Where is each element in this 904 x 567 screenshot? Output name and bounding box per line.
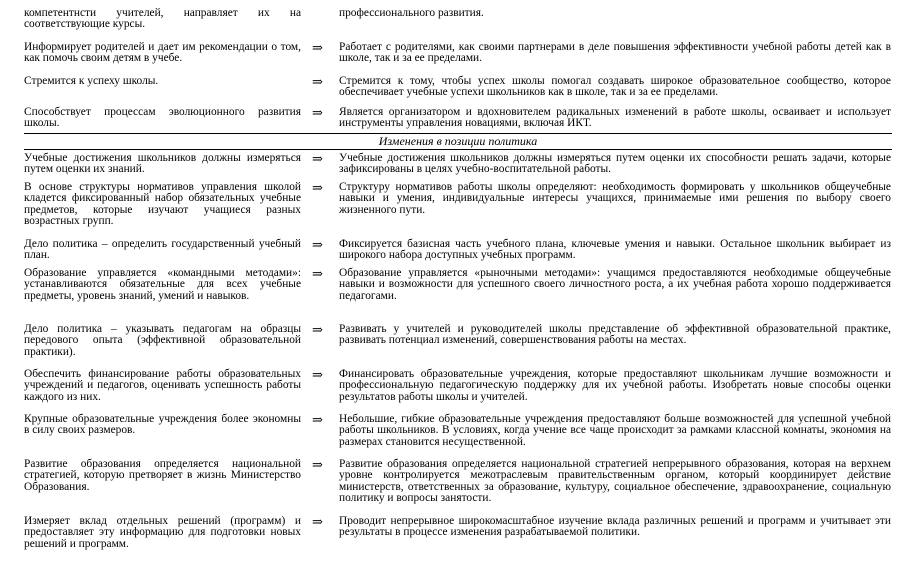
- section-title: Изменения в позиции политика: [378, 134, 538, 148]
- new-position-text: Проводит непрерывное широкомасштабное изучение вклада различных решений и программ и учитывает эти результаты в процессе изменения разрабатываемой политики.: [339, 515, 891, 539]
- new-position-text: Образование управляется «рыночными методами»: учащимся предоставляются необходимые общеучебные навыки и возможности для успешного своего личностного роста, а их учебная работа хорошо поддерживается педагогами.: [339, 267, 891, 302]
- right-arrow-icon: ⇒: [312, 74, 323, 89]
- new-role-text: Работает с родителями, как своими партнерами в деле повышения эффективности учебной работы детей как в школе, так и за ее пределами.: [339, 41, 891, 65]
- old-position-text: В основе структуры нормативов управления школой кладется фиксированный набор обязательных учебные предметов, которые изучают учащиеся разных возрастных групп.: [24, 181, 301, 227]
- old-position-text: Крупные образовательные учреждения более экономны в силу своих размеров.: [24, 413, 301, 437]
- right-arrow-icon: ⇒: [312, 105, 323, 120]
- old-role-text: Информирует родителей и дает им рекомендации о том, как помочь своим детям в учебе.: [24, 41, 301, 65]
- new-role-text: Является организатором и вдохновителем радикальных изменений в работе школы, осваивает и использует инструменты управления новациями, включая ИКТ.: [339, 106, 891, 130]
- new-role-text: Стремится к тому, чтобы успех школы помогал создавать широкое образовательное сообщество, которое обеспечивает учебные успехи школьников как в школе, так и за ее пределами.: [339, 75, 891, 99]
- new-position-text: Финансировать образовательные учреждения, которые предоставляют школьникам лучшие возможности и профессиональную педагогическую поддержку для их учебной работы. Изобретать новые способы оценки результатов работы школы и учителей.: [339, 368, 891, 403]
- right-arrow-icon: ⇒: [312, 322, 323, 337]
- right-arrow-icon: ⇒: [312, 457, 323, 472]
- old-role-text: компетентнсти учителей, направляет их на соответствующие курсы.: [24, 7, 301, 31]
- new-position-text: Небольшие, гибкие образовательные учреждения предоставляют больше возможностей для успешной учебной работы школьников. В условиях, когда учение все чаще происходит за рамками классной комнаты, экономия на размерах становится несущественной.: [339, 413, 891, 448]
- right-arrow-icon: ⇒: [312, 412, 323, 427]
- right-arrow-icon: ⇒: [312, 40, 323, 55]
- new-position-text: Учебные достижения школьников должны измеряться путем оценки их способности решать задачи, которые зафиксированы в целях учебно-воспитательной работы.: [339, 152, 891, 176]
- old-position-text: Учебные достижения школьников должны измеряться путем оценки их знаний.: [24, 152, 301, 176]
- right-arrow-icon: ⇒: [312, 514, 323, 529]
- old-position-text: Измеряет вклад отдельных решений (программ) и предоставляет эту информацию для подготовки новых решений и программ.: [24, 515, 301, 550]
- old-role-text: Способствует процессам эволюционного развития школы.: [24, 106, 301, 130]
- new-role-text: профессионального развития.: [339, 7, 484, 19]
- new-position-text: Развивать у учителей и руководителей школы представление об эффективной образовательной практике, развивать потенциал изменений, совершенствования работы на местах.: [339, 323, 891, 347]
- old-position-text: Развитие образования определяется национальной стратегией, которую претворяет в жизнь Министерство Образования.: [24, 458, 301, 493]
- right-arrow-icon: ⇒: [312, 180, 323, 195]
- new-position-text: Фиксируется базисная часть учебного плана, ключевые умения и навыки. Остальное школьник выбирает из широкого набора доступных учебных программ.: [339, 238, 891, 262]
- old-role-text: Стремится к успеху школы.: [24, 75, 159, 87]
- right-arrow-icon: ⇒: [312, 266, 323, 281]
- old-position-text: Дело политика – определить государственный учебный план.: [24, 238, 301, 262]
- new-position-text: Структуру нормативов работы школы определяют: необходимость формировать у школьников общеучебные навыки и умения, индивидуальные интересы учащихся, принимаемые ими решения по выбору своего жизненного пути.: [339, 181, 891, 216]
- right-arrow-icon: ⇒: [312, 367, 323, 382]
- old-position-text: Дело политика – указывать педагогам на образцы передового опыта (эффективной образовательной практики).: [24, 323, 301, 358]
- right-arrow-icon: ⇒: [312, 237, 323, 252]
- new-position-text: Развитие образования определяется национальной стратегией непрерывного образования, которая на верхнем уровне контролируется межотраслевым правительственным органом, который координирует действие министерств, ответственных за образование, культуру, социальное обеспечение, здравоохранение, социальную политику и вопросы занятости.: [339, 458, 891, 504]
- section-bottom-rule: [24, 149, 892, 150]
- right-arrow-icon: ⇒: [312, 151, 323, 166]
- old-position-text: Обеспечить финансирование работы образовательных учреждений и педагогов, оценивать успешность работы каждого из них.: [24, 368, 301, 403]
- old-position-text: Образование управляется «командными методами»: устанавливаются обязательные для всех учебные предметы, уровень знаний, умений и навыков.: [24, 267, 301, 302]
